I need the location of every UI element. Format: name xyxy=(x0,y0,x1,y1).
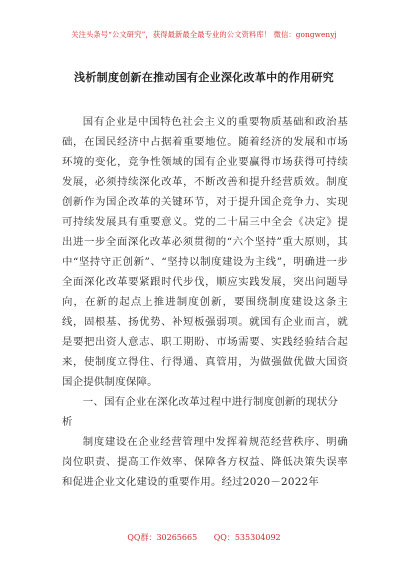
section-heading: 一、国有企业在深化改革过程中进行制度创新的现状分析 xyxy=(62,396,339,428)
document-body xyxy=(62,112,348,492)
qq-contact-label: QQ：535304092 xyxy=(213,533,281,542)
footer-banner xyxy=(0,532,408,543)
document-title: 浅析制度创新在推动国有企业深化改革中的作用研究 xyxy=(74,71,334,84)
body-paragraph: 制度建设在企业经营管理中发挥着规范经营秩序、明确岗位职责、提高工作效率、保障各方权益、降低决策失误率和促进企业文化建设的重要作用。经过2020－2022年 xyxy=(62,436,348,488)
header-banner: 关注头条号“公文研究”，获得最新最全最专业的公文资料库！ 微信：gongwenyj xyxy=(71,30,337,39)
qq-group-label: QQ群：30265665 xyxy=(127,533,198,542)
body-paragraph: 国有企业是中国特色社会主义的重要物质基础和政治基础，在国民经济中占据着重要地位。随着经济的发展和市场环境的变化，竞争性领域的国有企业要赢得市场获得可持续发展，必须持续深化改革，不断改善和提升经营质效。制度创新作为国企改革的关键环节，对于提升国企竞争力、实现可持续发展具有重要意义。党的二十届三中全会《决定》提出进一步全面深化改革必须贯彻的“六个坚持”重大原则，其中“坚持守正创新”、“坚持以制度建设为主线”，明确进一步全面深化改革要紧跟时代步伐，顺应实践发展，突出问题导向，在新的起点上推进制度创新，要围绕制度建设这条主线，固根基、扬优势、补短板强弱项。就国有企业而言，就是要把出资人意志、职工期盼、市场需要、实践经验结合起来，使制度立得住、行得通、真管用，为做强做优做大国资国企提供制度保障。 xyxy=(62,116,348,388)
